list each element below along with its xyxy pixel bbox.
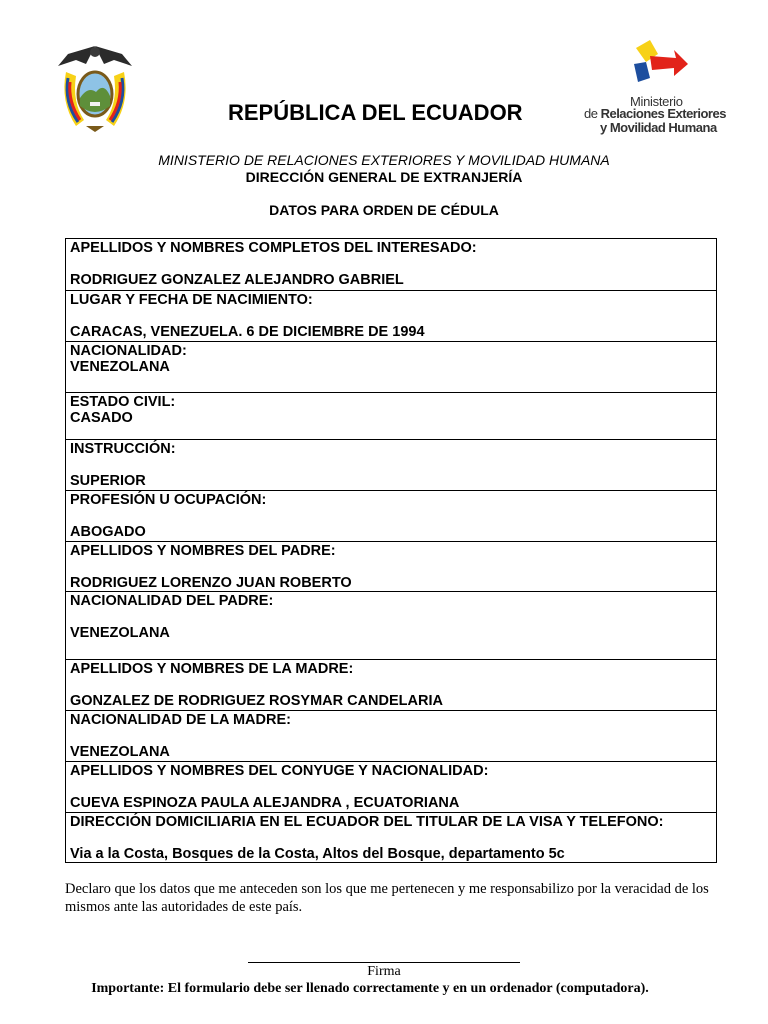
field-label: APELLIDOS Y NOMBRES COMPLETOS DEL INTERESADO: — [70, 240, 477, 256]
form-title: DATOS PARA ORDEN DE CÉDULA — [269, 202, 499, 218]
data-form-table — [65, 238, 717, 863]
field-row — [66, 592, 716, 660]
field-label: LUGAR Y FECHA DE NACIMIENTO: — [70, 292, 313, 308]
field-label: NACIONALIDAD DEL PADRE: — [70, 593, 274, 609]
field-row — [66, 393, 716, 440]
field-row — [66, 239, 716, 291]
field-label: NACIONALIDAD: — [70, 343, 187, 359]
field-row — [66, 291, 716, 342]
field-value: CUEVA ESPINOZA PAULA ALEJANDRA , ECUATORIANA — [70, 795, 460, 811]
ministry-logo — [580, 38, 740, 138]
important-note: Importante: El formulario debe ser llenado correctamente y en un ordenador (computadora). — [91, 981, 649, 996]
field-label: APELLIDOS Y NOMBRES DE LA MADRE: — [70, 661, 354, 677]
field-label: DIRECCIÓN DOMICILIARIA EN EL ECUADOR DEL TITULAR DE LA VISA Y TELEFONO: — [70, 814, 664, 830]
field-label: ESTADO CIVIL: — [70, 394, 176, 410]
field-value: CASADO — [70, 410, 133, 426]
field-row — [66, 762, 716, 813]
field-row — [66, 491, 716, 542]
page-title: REPÚBLICA DEL ECUADOR — [228, 100, 523, 125]
field-row — [66, 342, 716, 393]
ministry-logo-icon — [580, 38, 740, 98]
declaration-text: Declaro que los datos que me anteceden son los que me pertenecen y me responsabilizo por la veracidad de los mismos ante las autoridades de este país. — [65, 881, 709, 915]
field-row — [66, 711, 716, 762]
ministry-logo-line1: Ministerio — [630, 94, 683, 109]
field-value: GONZALEZ DE RODRIGUEZ ROSYMAR CANDELARIA — [70, 693, 443, 709]
field-value: ABOGADO — [70, 524, 146, 540]
field-label: APELLIDOS Y NOMBRES DEL CONYUGE Y NACIONALIDAD: — [70, 763, 489, 779]
direccion-name: DIRECCIÓN GENERAL DE EXTRANJERÍA — [245, 169, 523, 185]
field-label: NACIONALIDAD DE LA MADRE: — [70, 712, 291, 728]
field-value: VENEZOLANA — [70, 744, 170, 760]
field-row — [66, 660, 716, 711]
ministry-name: MINISTERIO DE RELACIONES EXTERIORES Y MOVILIDAD HUMANA — [158, 152, 610, 168]
coat-of-arms-icon — [56, 42, 134, 132]
field-row — [66, 542, 716, 592]
field-label: PROFESIÓN U OCUPACIÓN: — [70, 492, 267, 508]
field-value: SUPERIOR — [70, 473, 146, 489]
field-label: APELLIDOS Y NOMBRES DEL PADRE: — [70, 543, 336, 559]
field-value: VENEZOLANA — [70, 625, 170, 641]
field-value: RODRIGUEZ GONZALEZ ALEJANDRO GABRIEL — [70, 272, 404, 288]
field-value: Via a la Costa, Bosques de la Costa, Altos del Bosque, departamento 5c — [70, 846, 565, 862]
field-value: RODRIGUEZ LORENZO JUAN ROBERTO — [70, 575, 352, 591]
field-row — [66, 813, 716, 864]
field-row — [66, 440, 716, 491]
ministry-logo-line3: y Movilidad Humana — [600, 120, 717, 135]
signature-label: Firma — [367, 964, 401, 979]
signature-line — [248, 962, 520, 963]
field-value: CARACAS, VENEZUELA. 6 DE DICIEMBRE DE 1994 — [70, 324, 425, 340]
field-value: VENEZOLANA — [70, 359, 170, 375]
field-label: INSTRUCCIÓN: — [70, 441, 176, 457]
ministry-logo-line2: de Relaciones Exteriores — [584, 106, 726, 121]
